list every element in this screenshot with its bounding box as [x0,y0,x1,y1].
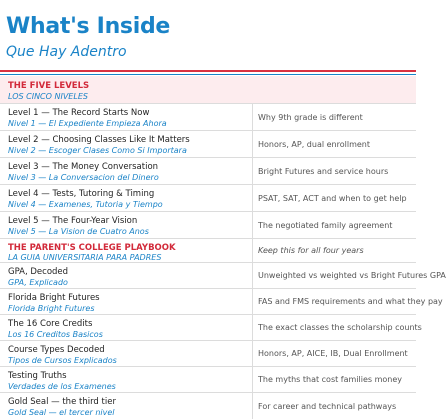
table-row [0,131,416,158]
row-description: Bright Futures and service hours [258,166,389,176]
table-row [0,158,416,185]
row-title: Gold Seal — the third tier [8,397,116,407]
row-subtitle: Nivel 3 — La Conversacion del Dinero [8,173,159,182]
table-row [0,393,416,419]
row-description: Honors, AP, dual enrollment [258,139,370,149]
section-header-college-playbook [0,239,416,263]
table-row [0,104,416,131]
header [0,0,416,74]
row-subtitle: Verdades de los Examenes [8,382,116,391]
row-subtitle: Gold Seal — el tercer nivel [8,408,115,417]
header-rule-red [0,70,416,72]
table-row [0,263,446,289]
row-description: The myths that cost families money [258,375,403,384]
row-description: For career and technical pathways [258,401,397,411]
row-description: Honors, AP, AICE, IB, Dual Enrollment [258,349,408,358]
row-subtitle: Los 16 Creditos Basicos [8,330,103,339]
row-description: The negotiated family agreement [258,220,393,230]
row-title: Level 5 — The Four-Year Vision [8,216,138,226]
row-subtitle: Nivel 1 — El Expediente Empieza Ahora [8,119,167,128]
row-subtitle: Florida Bright Futures [8,304,95,313]
section-title: THE PARENT'S COLLEGE PLAYBOOK [8,243,176,253]
row-subtitle: GPA, Explicado [8,278,68,287]
table-row [0,185,416,212]
row-title: Level 1 — The Record Starts Now [8,108,150,118]
row-title: Level 4 — Tests, Tutoring & Timing [8,189,155,199]
page-subtitle: Que Hay Adentro [6,44,127,60]
row-description: PSAT, SAT, ACT and when to get help [258,193,407,203]
row-title: Course Types Decoded [8,345,105,355]
row-title: Testing Truths [8,371,67,381]
section-title: THE FIVE LEVELS [8,81,90,91]
row-description: Why 9th grade is different [258,112,363,122]
table-row [0,212,416,239]
row-title: Level 3 — The Money Conversation [8,162,159,172]
section-subtitle: LA GUIA UNIVERSITARIA PARA PADRES [8,253,162,262]
row-subtitle: Nivel 2 — Escoger Clases Como Si Importara [8,146,187,155]
row-subtitle: Nivel 4 — Examenes, Tutoria y Tiempo [8,200,163,209]
table-row [0,289,443,315]
row-title: The 16 Core Credits [8,319,93,329]
contents-table [0,76,446,419]
header-rule-blue [0,74,416,75]
row-description: Unweighted vs weighted vs Bright Futures GPA [258,271,446,280]
section-note: Keep this for all four years [258,246,364,255]
row-title: Level 2 — Choosing Classes Like It Matters [8,135,190,145]
page-title: What's Inside [6,14,171,39]
row-subtitle: Tipos de Cursos Explicados [8,356,117,365]
row-title: Florida Bright Futures [8,293,100,303]
row-description: The exact classes the scholarship counts [258,323,422,332]
section-subtitle: LOS CINCO NIVELES [8,92,88,101]
row-title: GPA, Decoded [8,267,69,277]
table-row [0,315,422,341]
row-description: FAS and FMS requirements and what they pay [258,297,443,306]
table-row [0,367,416,393]
section-header-five-levels [0,76,416,104]
table-row [0,341,416,367]
row-subtitle: Nivel 5 — La Vision de Cuatro Anos [8,227,149,236]
